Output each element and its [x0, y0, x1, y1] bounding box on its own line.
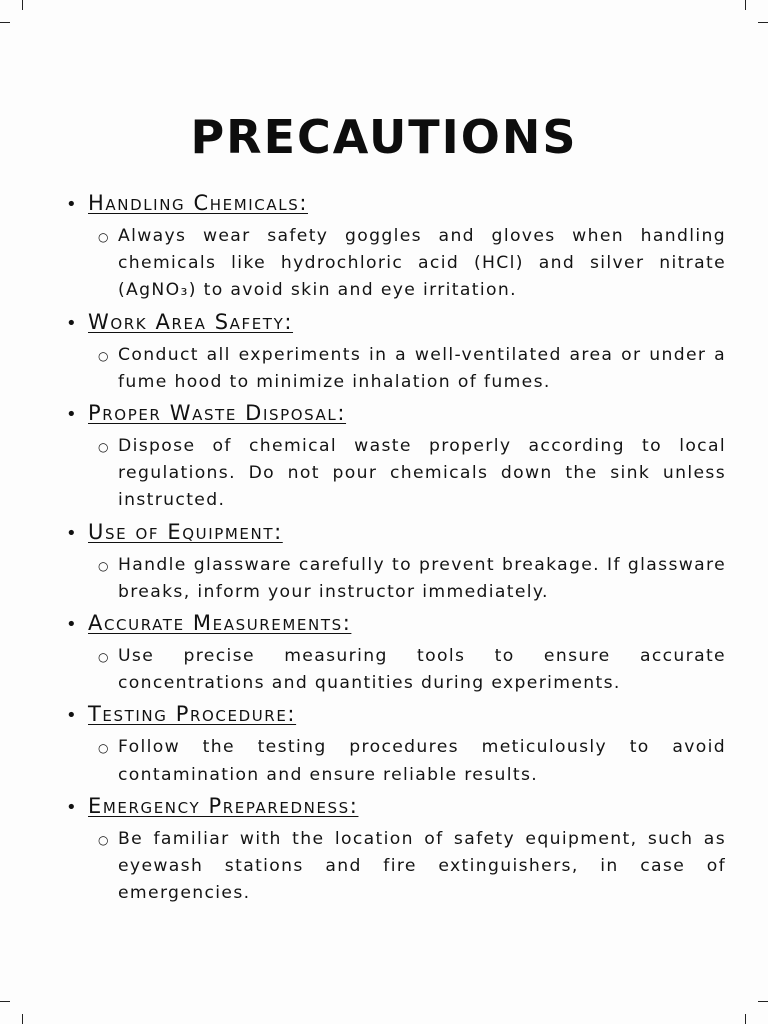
- list-item: [62, 518, 726, 606]
- precautions-list: [62, 189, 726, 910]
- bullet-icon: •: [66, 194, 77, 215]
- bullet-icon: •: [66, 796, 77, 818]
- item-heading: Work Area Safety:: [88, 309, 294, 334]
- crop-mark: [0, 1001, 10, 1002]
- item-heading: Handling Chemicals:: [88, 191, 308, 215]
- crop-mark: [745, 1014, 746, 1024]
- page-title: PRECAUTIONS: [190, 110, 578, 164]
- circle-bullet-icon: ○: [98, 348, 109, 363]
- list-item: [62, 700, 726, 788]
- circle-bullet-icon: ○: [98, 741, 109, 756]
- crop-mark: [22, 0, 23, 10]
- item-description: Conduct all experiments in a well-ventilated area or under a fume hood to minimize inhalation of fumes.: [118, 344, 726, 392]
- item-description: Always wear safety goggles and gloves when handling chemicals like hydrochloric acid (HCl) and silver nitrate (AgNO₃) to avoid skin and eye irritation.: [118, 226, 726, 301]
- circle-bullet-icon: ○: [98, 558, 109, 573]
- item-heading: Proper Waste Disposal:: [88, 401, 347, 426]
- bullet-icon: •: [66, 614, 77, 636]
- circle-bullet-icon: ○: [98, 832, 109, 847]
- item-description: Handle glassware carefully to prevent breakage. If glassware breaks, inform your instructor immediately.: [118, 554, 726, 602]
- circle-bullet-icon: ○: [98, 440, 109, 455]
- circle-bullet-icon: ○: [98, 650, 109, 665]
- crop-mark: [758, 22, 768, 23]
- list-item: [62, 399, 726, 515]
- item-heading: Emergency Preparedness:: [88, 793, 359, 818]
- item-heading: Use of Equipment:: [88, 519, 283, 544]
- list-item: [62, 792, 726, 908]
- item-description: Dispose of chemical waste properly according to local regulations. Do not pour chemicals down the sink unless instructed.: [118, 436, 726, 511]
- crop-mark: [758, 1001, 768, 1002]
- crop-mark: [745, 0, 746, 10]
- bullet-icon: •: [66, 404, 77, 426]
- crop-mark: [0, 22, 10, 23]
- crop-mark: [22, 1014, 23, 1024]
- item-description: Be familiar with the location of safety equipment, such as eyewash stations and fire extinguishers, in case of emergencies.: [118, 828, 726, 904]
- list-item: [62, 189, 726, 305]
- bullet-icon: •: [66, 522, 77, 544]
- item-heading: Testing Procedure:: [88, 702, 297, 727]
- item-description: Follow the testing procedures meticulously to avoid contamination and ensure reliable results.: [118, 737, 726, 785]
- list-item: [62, 609, 726, 697]
- bullet-icon: •: [66, 705, 77, 727]
- list-item: [62, 308, 726, 396]
- item-description: Use precise measuring tools to ensure accurate concentrations and quantities during experiments.: [118, 646, 726, 694]
- item-heading: Accurate Measurements:: [88, 611, 352, 636]
- bullet-icon: •: [66, 312, 77, 334]
- circle-bullet-icon: ○: [98, 230, 109, 244]
